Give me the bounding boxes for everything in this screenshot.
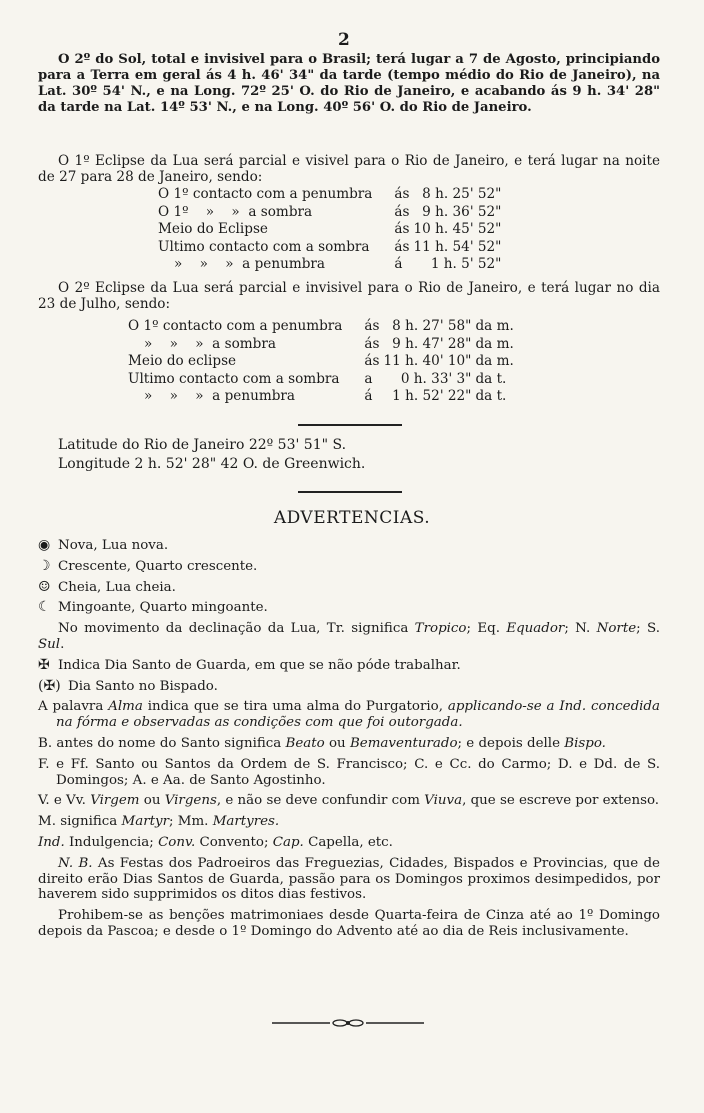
text: As Festas dos Padroeiros das Freguezias, Cidades, Bispados e Provincias, que de direito erão Dias Santos de Guarda, passão para os Domingos proximos desimpedidos, por haverem sido supprimidos os ditos dias festivos. <box>38 855 660 903</box>
table-row <box>128 371 518 389</box>
text: A palavra <box>38 699 109 715</box>
text: B. antes do nome do Santo significa <box>38 735 286 751</box>
page-number: 2 <box>338 30 350 50</box>
text: Cap. <box>272 834 304 850</box>
cross-paren-icon: (✠) <box>38 677 61 694</box>
waning-moon-icon: ☾ <box>38 599 51 616</box>
eclipse-sol-paragraph <box>38 52 660 116</box>
text: No movimento da declinação da Lua, Tr. significa <box>58 621 415 637</box>
contact-label: O 1º contacto com a penumbra <box>158 186 373 202</box>
contact-prep: ás <box>394 203 410 220</box>
nb-note <box>38 856 660 903</box>
text: ; Eq. <box>466 621 507 637</box>
text: ; Mm. <box>168 814 213 830</box>
text: ou <box>324 735 350 751</box>
table-row <box>158 239 505 257</box>
contact-prep: á <box>364 388 373 404</box>
eclipse-lua-2-table <box>128 318 518 406</box>
contact-time: 11 h. 54' 52" <box>413 238 502 255</box>
longitude-text: Longitude 2 h. 52' 28" 42 O. de Greenwich. <box>58 456 366 472</box>
phase-text: Mingoante, Quarto mingoante. <box>58 600 268 616</box>
text: . <box>60 636 65 652</box>
contact-label: » » » a penumbra <box>174 256 326 272</box>
contact-time: 10 h. 45' 52" <box>413 221 502 237</box>
contact-prep: á <box>394 256 403 272</box>
text: Virgem <box>90 793 140 809</box>
eclipse-lua-1-intro <box>38 153 660 185</box>
text: Conv. <box>158 834 196 850</box>
divider-rule <box>298 491 402 493</box>
phase-text: Nova, Lua nova. <box>58 538 169 553</box>
contact-period: da m. <box>475 335 514 352</box>
table-row <box>158 186 505 204</box>
rio-coordinates <box>58 436 558 474</box>
table-row <box>158 256 505 274</box>
text: Virgens <box>164 793 217 809</box>
moon-phase-full <box>38 580 660 596</box>
contact-label: » » » a penumbra <box>144 388 296 404</box>
contact-period: da t. <box>475 370 507 387</box>
contact-label: » » » a sombra <box>144 335 276 352</box>
bishopric-day-note <box>38 679 660 695</box>
text: Indica Dia Santo de Guarda, em que se não póde trabalhar. <box>58 657 461 673</box>
contact-prep: ás <box>394 186 410 202</box>
beato-note <box>38 736 660 752</box>
text: Alma <box>108 699 143 715</box>
full-moon-icon: ☺ <box>38 578 51 595</box>
text: indica que se tira uma alma do Purgatorio, <box>142 699 448 715</box>
contact-time: 1 h. 52' 22" <box>392 388 472 404</box>
text: M. significa <box>38 814 122 830</box>
table-row <box>128 336 518 354</box>
holy-day-note <box>38 658 660 674</box>
contact-label: O 1º contacto com a penumbra <box>128 318 343 334</box>
eclipse-sol-text: O 2º do Sol, total e invisivel para o Brasil; terá lugar a 7 de Agosto, principiando para a Terra em geral ás 4 h. 46' 34" da tarde (tempo médio do Rio de Janeiro), na Lat. 30º 54' N., e na Long. 72º 25' O. do Rio de Janeiro, e acabando ás 9 h. 34' 28" da tarde na Lat. 14º 53' N., e na Long. 40º 56' O. do Rio de Janeiro. <box>38 52 660 115</box>
eclipse-lua-2-text: O 2º Eclipse da Lua será parcial e invisivel para o Rio de Janeiro, e terá lugar no dia 23 de Julho, sendo: <box>38 280 660 313</box>
eclipse-lua-1-text: O 1º Eclipse da Lua será parcial e visivel para o Rio de Janeiro, e terá lugar na noite de 27 para 28 de Janeiro, sendo: <box>38 153 660 186</box>
table-row <box>128 388 518 406</box>
phase-text: Cheia, Lua cheia. <box>58 579 176 595</box>
moon-phase-crescent <box>38 559 660 575</box>
latitude-text: Latitude do Rio de Janeiro 22º 53' 51" S. <box>58 437 347 453</box>
text: Bispo. <box>564 735 606 751</box>
contact-time: 8 h. 27' 58" <box>392 318 472 334</box>
cross-icon: ✠ <box>38 656 50 673</box>
text: Tropico <box>414 621 467 637</box>
eclipse-lua-1-table <box>158 186 505 274</box>
contact-label: Ultimo contacto com a sombra <box>128 370 340 387</box>
declination-note <box>38 621 660 653</box>
contact-prep: ás <box>364 318 380 334</box>
text: V. e Vv. <box>38 793 91 809</box>
contact-prep: a <box>364 370 373 387</box>
orders-note: F. e Ff. Santo ou Santos da Ordem de S. Francisco; C. e Cc. do Carmo; D. e Dd. de S. Domingos; A. e Aa. de Santo Agostinho. <box>38 756 660 788</box>
text: Capella, etc. <box>303 834 393 850</box>
moon-phase-new <box>38 538 660 554</box>
text: Dia Santo no Bispado. <box>68 678 218 694</box>
contact-period: da m. <box>475 353 514 369</box>
text: ou <box>139 793 165 809</box>
martyr-note <box>38 814 660 830</box>
text: Ind. <box>38 834 65 850</box>
text: Convento; <box>195 834 273 850</box>
contact-prep: ás <box>394 238 410 255</box>
text: Indulgencia; <box>64 834 159 850</box>
text: Norte <box>596 621 637 637</box>
table-row <box>128 353 518 371</box>
contact-prep: ás <box>394 221 410 237</box>
text: , que se escreve por extenso. <box>462 793 660 809</box>
divider-rule <box>298 424 402 426</box>
text: Sul <box>38 636 61 652</box>
text: , e não se deve confundir com <box>216 793 425 809</box>
contact-period: da t. <box>475 388 507 404</box>
contact-label: Meio do eclipse <box>128 353 237 369</box>
contact-label: Ultimo contacto com a sombra <box>158 238 370 255</box>
text: ; N. <box>564 621 597 637</box>
contact-time: 9 h. 47' 28" <box>392 335 472 352</box>
contact-time: 0 h. 33' 3" <box>400 370 472 387</box>
phase-text: Crescente, Quarto crescente. <box>58 558 258 574</box>
contact-label: Meio do Eclipse <box>158 221 268 237</box>
contact-label: O 1º » » a sombra <box>158 203 313 220</box>
new-moon-icon: ◉ <box>38 537 51 553</box>
abbreviations-note <box>38 835 660 851</box>
text: Bemaventurado <box>349 735 458 751</box>
ornament-divider <box>270 1016 426 1030</box>
contact-time: 9 h. 36' 52" <box>422 203 502 220</box>
text: ; S. <box>636 621 660 637</box>
table-row <box>158 221 505 239</box>
contact-time: 11 h. 40' 10" <box>383 353 472 369</box>
contact-prep: ás <box>364 335 380 352</box>
contact-time: 8 h. 25' 52" <box>422 186 502 202</box>
advertencias-title: ADVERTENCIAS. <box>273 508 431 528</box>
text: applicando-se a Ind. concedida na fórma e observadas as condições com que foi outorgada. <box>56 699 660 731</box>
moon-phase-waning <box>38 600 660 616</box>
alma-note <box>38 699 660 731</box>
text: Martyr <box>121 814 169 830</box>
text: Viuva <box>424 793 463 809</box>
text: Martyres. <box>212 814 280 830</box>
table-row <box>128 318 518 336</box>
text: Beato <box>285 735 325 751</box>
crescent-moon-icon: ☽ <box>38 557 51 574</box>
contact-time: 1 h. 5' 52" <box>430 256 502 272</box>
advertencias-section <box>38 538 660 945</box>
contact-prep: ás <box>364 353 380 369</box>
text: N. B. <box>58 855 93 871</box>
text: ; e depois delle <box>457 735 565 751</box>
table-row <box>158 204 505 222</box>
prohibition-note: Prohibem-se as benções matrimoniaes desde Quarta-feira de Cinza até ao 1º Domingo depois da Pascoa; e desde o 1º Domingo do Advento até ao dia de Reis inclusivamente. <box>38 908 660 939</box>
text: Equador <box>506 621 565 637</box>
virgem-note <box>38 793 660 809</box>
contact-period: da m. <box>475 318 514 334</box>
eclipse-lua-2-intro <box>38 280 660 312</box>
